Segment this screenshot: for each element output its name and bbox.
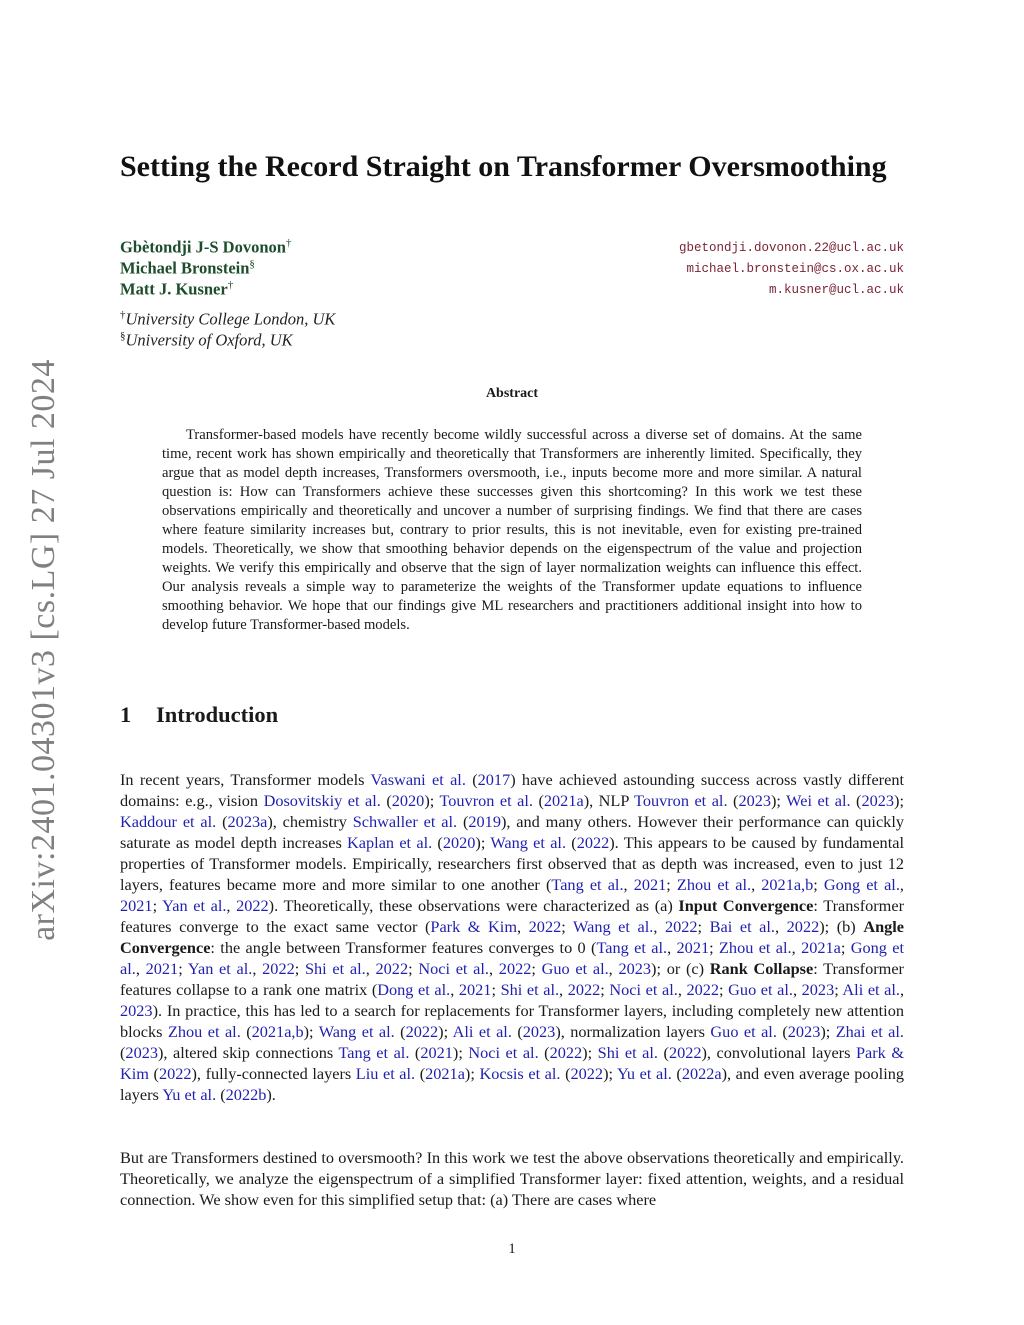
citation-link[interactable]: 2021 (633, 875, 667, 894)
bold-term: Angle Convergence (120, 917, 905, 957)
citation-link[interactable]: 2021 (420, 1043, 453, 1062)
citation-link[interactable]: Noci et al. (468, 1043, 539, 1062)
affiliation: §University of Oxford, UK (120, 330, 293, 350)
citation-link[interactable]: Tang et al. (338, 1043, 410, 1062)
citation-link[interactable]: 2022 (158, 1064, 192, 1083)
citation-link[interactable]: Touvron et al. (634, 791, 728, 810)
citation-link[interactable]: Vaswani et al. (370, 770, 466, 789)
citation-link[interactable]: Zhai et al. (835, 1022, 904, 1041)
citation-link[interactable]: 2022 (570, 1064, 604, 1083)
author-name: Gbètondji J-S Dovonon† (120, 237, 292, 257)
citation-link[interactable]: Bai et al. (709, 917, 775, 936)
citation-link[interactable]: Guo et al. (728, 980, 793, 999)
citation-link[interactable]: Gong et al. (120, 938, 905, 978)
citation-link[interactable]: 2021 (458, 980, 492, 999)
citation-link[interactable]: 2021a (543, 791, 584, 810)
paper-title: Setting the Record Straight on Transformer Oversmoothing (120, 150, 887, 183)
paragraph: But are Transformers destined to oversmooth? In this work we test the above observations theoretically and empirically. Theoretically, we analyze the eigenspectrum of a simplified Transformer layer: fixed attention, weights, and a residual connection. We show even for this simplified setup that: (a) There are cases where (120, 1148, 904, 1209)
citation-link[interactable]: 2022 (567, 980, 601, 999)
paragraph: In recent years, Transformer models Vaswani et al. (2017) have achieved astounding success across vastly different domains: e.g., vision Dosovitskiy et al. (2020); Touvron et al. (2021a), NLP Touvron et al. (2023); Wei et al. (2023); Kaddour et al. (2023a), chemistry Schwaller et al. (2019), and many others. However their performance can quickly saturate as model depth increases Kaplan et al. (2020); Wang et al. (2022). This appears to be caused by fundamental properties of Transformer models. Empirically, researchers first observed that as depth was increased, even to just 12 layers, features became more and more similar to one another (Tang et al., 2021; Zhou et al., 2021a,b; Gong et al., 2021; Yan et al., 2022). Theoretically, these observations were characterized as (a) Input Convergence: Transformer features converge to the exact same vector (Park & Kim, 2022; Wang et al., 2022; Bai et al., 2022); (b) Angle Convergence: the angle between Transformer features converges to 0 (Tang et al., 2021; Zhou et al., 2021a; Gong et al., 2021; Yan et al., 2022; Shi et al., 2022; Noci et al., 2022; Guo et al., 2023); or (c) Rank Collapse: Transformer features collapse to a rank one matrix (Dong et al., 2021; Shi et al., 2022; Noci et al., 2022; Guo et al., 2023; Ali et al., 2023). In practice, this has led to a search for replacements for Transformer layers, including completely new attention blocks Zhou et al. (2021a,b); Wang et al. (2022); Ali et al. (2023), normalization layers Guo et al. (2023); Zhai et al. (2023), altered skip connections Tang et al. (2021); Noci et al. (2022); Shi et al. (2022), convolutional layers Park & Kim (2022), fully-connected layers Liu et al. (2021a); Kocsis et al. (2022); Yu et al. (2022a), and even average pooling layers Yu et al. (2022b). (120, 770, 905, 1104)
citation-link[interactable]: 2022 (668, 1043, 702, 1062)
author-email[interactable]: m.kusner@ucl.ac.uk (768, 283, 904, 297)
citation-link[interactable]: Zhou et al. (718, 938, 792, 957)
citation-link[interactable]: Guo et al. (541, 959, 609, 978)
citation-link[interactable]: Zhou et al. (676, 875, 752, 894)
citation-link[interactable]: 2021 (676, 938, 710, 957)
citation-link[interactable]: 2023 (618, 959, 652, 978)
citation-link[interactable]: 2021 (145, 959, 179, 978)
citation-link[interactable]: 2020 (391, 791, 425, 810)
intro-paragraph-1 (120, 769, 904, 1105)
citation-link[interactable]: Guo et al. (710, 1022, 777, 1041)
citation-link[interactable]: 2021 (120, 896, 153, 915)
citation-link[interactable]: 2022a (681, 1064, 722, 1083)
citation-link[interactable]: 2021a,b (761, 875, 814, 894)
citation-link[interactable]: 2022 (498, 959, 532, 978)
citation-link[interactable]: 2021a (801, 938, 841, 957)
citation-link[interactable]: Yan et al. (162, 896, 227, 915)
citation-link[interactable]: Kocsis et al. (479, 1064, 561, 1083)
abstract-text: Transformer-based models have recently become wildly successful across a diverse set of domains. At the same time, recent work has shown empirically and theoretically that Transformers are inherently limited. Specifically, they argue that as model depth increases, Transformers oversmooth, i.e., inputs become more and more similar. A natural question is: How can Transformers achieve these successes given this shortcoming? In this work we test these observations empirically and theoretically and uncover a number of surprising findings. We find that there are cases where feature similarity increases but, contrary to prior results, this is not inevitable, even for existing pre-trained models. Theoretically, we show that smoothing behavior depends on the eigenspectrum of the value and projection weights. We verify this empirically and observe that the sign of layer normalization weights can influence this effect. Our analysis reveals a simple way to parameterize the weights of the Transformer update equations to influence smoothing behavior. We hope that our findings give ML researchers and practitioners additional insight into how to develop future Transformer-based models. (162, 427, 862, 633)
bold-term: Input Convergence (678, 896, 814, 915)
citation-link[interactable]: Yan et al. (187, 959, 253, 978)
citation-link[interactable]: Shi et al. (304, 959, 366, 978)
bold-term: Rank Collapse (709, 959, 814, 978)
citation-link[interactable]: Shi et al. (500, 980, 560, 999)
citation-link[interactable]: Park & Kim (430, 917, 517, 936)
citation-link[interactable]: 2020 (442, 833, 476, 852)
citation-link[interactable]: Yu et al. (162, 1085, 217, 1104)
citation-link[interactable]: Liu et al. (355, 1064, 416, 1083)
abstract-heading: Abstract (485, 386, 539, 401)
citation-link[interactable]: Tang et al. (551, 875, 624, 894)
citation-link[interactable]: Shi et al. (597, 1043, 658, 1062)
citation-link[interactable]: 2023 (125, 1043, 158, 1062)
citation-link[interactable]: 2023 (120, 1001, 153, 1020)
section-number: 1 (120, 702, 132, 727)
citation-link[interactable]: Dosovitskiy et al. (263, 791, 381, 810)
citation-link[interactable]: 2022 (576, 833, 610, 852)
citation-link[interactable]: 2021a,b (251, 1022, 304, 1041)
section-heading (120, 702, 278, 728)
citation-link[interactable]: 2021a (425, 1064, 465, 1083)
citation-link[interactable]: 2022b (225, 1085, 267, 1104)
citation-link[interactable]: Touvron et al. (439, 791, 533, 810)
citation-link[interactable]: Yu et al. (616, 1064, 672, 1083)
citation-link[interactable]: Zhou et al. (167, 1022, 241, 1041)
citation-link[interactable]: 2023 (522, 1022, 556, 1041)
author-email[interactable]: gbetondji.dovonon.22@ucl.ac.uk (678, 241, 904, 255)
citation-link[interactable]: 2023 (787, 1022, 821, 1041)
citation-link[interactable]: Wei et al. (786, 791, 851, 810)
citation-link[interactable]: Kaddour et al. (120, 812, 217, 831)
intro-paragraph-2 (120, 1147, 904, 1210)
citation-link[interactable]: 2022 (686, 980, 720, 999)
citation-link[interactable]: Ali et al. (842, 980, 900, 999)
section-title: Introduction (156, 702, 279, 727)
citation-link[interactable]: Park & Kim (120, 1043, 904, 1083)
citation-link[interactable]: 2022 (262, 959, 295, 978)
citation-link[interactable]: Kaplan et al. (347, 833, 433, 852)
citation-link[interactable]: 2023 (801, 980, 835, 999)
citation-link[interactable]: Schwaller et al. (352, 812, 458, 831)
citation-link[interactable]: 2017 (477, 770, 511, 789)
citation-link[interactable]: 2023 (738, 791, 772, 810)
citation-link[interactable]: Dong et al. (377, 980, 451, 999)
citation-link[interactable]: 2022 (786, 917, 820, 936)
citation-link[interactable]: 2022 (375, 959, 409, 978)
page-number: 1 (508, 1241, 516, 1257)
citation-link[interactable]: 2022 (664, 917, 698, 936)
citation-link[interactable]: 2019 (468, 812, 501, 831)
affiliation: †University College London, UK (120, 309, 336, 329)
citation-link[interactable]: Ali et al. (452, 1022, 512, 1041)
citation-link[interactable]: 2022 (549, 1043, 583, 1062)
citation-link[interactable]: Gong et al. (823, 875, 900, 894)
abstract-body (162, 426, 862, 635)
author-name: Michael Bronstein§ (120, 258, 255, 278)
citation-link[interactable]: 2022 (405, 1022, 439, 1041)
citation-link[interactable]: 2022 (528, 917, 562, 936)
citation-link[interactable]: 2023 (861, 791, 895, 810)
citation-link[interactable]: Wang et al. (490, 833, 567, 852)
citation-link[interactable]: Noci et al. (418, 959, 489, 978)
citation-link[interactable]: 2023a (227, 812, 268, 831)
citation-link[interactable]: 2022 (236, 896, 269, 915)
citation-link[interactable]: Tang et al. (596, 938, 668, 957)
arxiv-identifier-stamp: arXiv:2401.04301v3 [cs.LG] 27 Jul 2024 (25, 359, 62, 941)
citation-link[interactable]: Wang et al. (318, 1022, 395, 1041)
author-name: Matt J. Kusner† (120, 279, 234, 299)
author-email[interactable]: michael.bronstein@cs.ox.ac.uk (686, 262, 904, 276)
citation-link[interactable]: Noci et al. (609, 980, 678, 999)
citation-link[interactable]: Wang et al. (573, 917, 654, 936)
